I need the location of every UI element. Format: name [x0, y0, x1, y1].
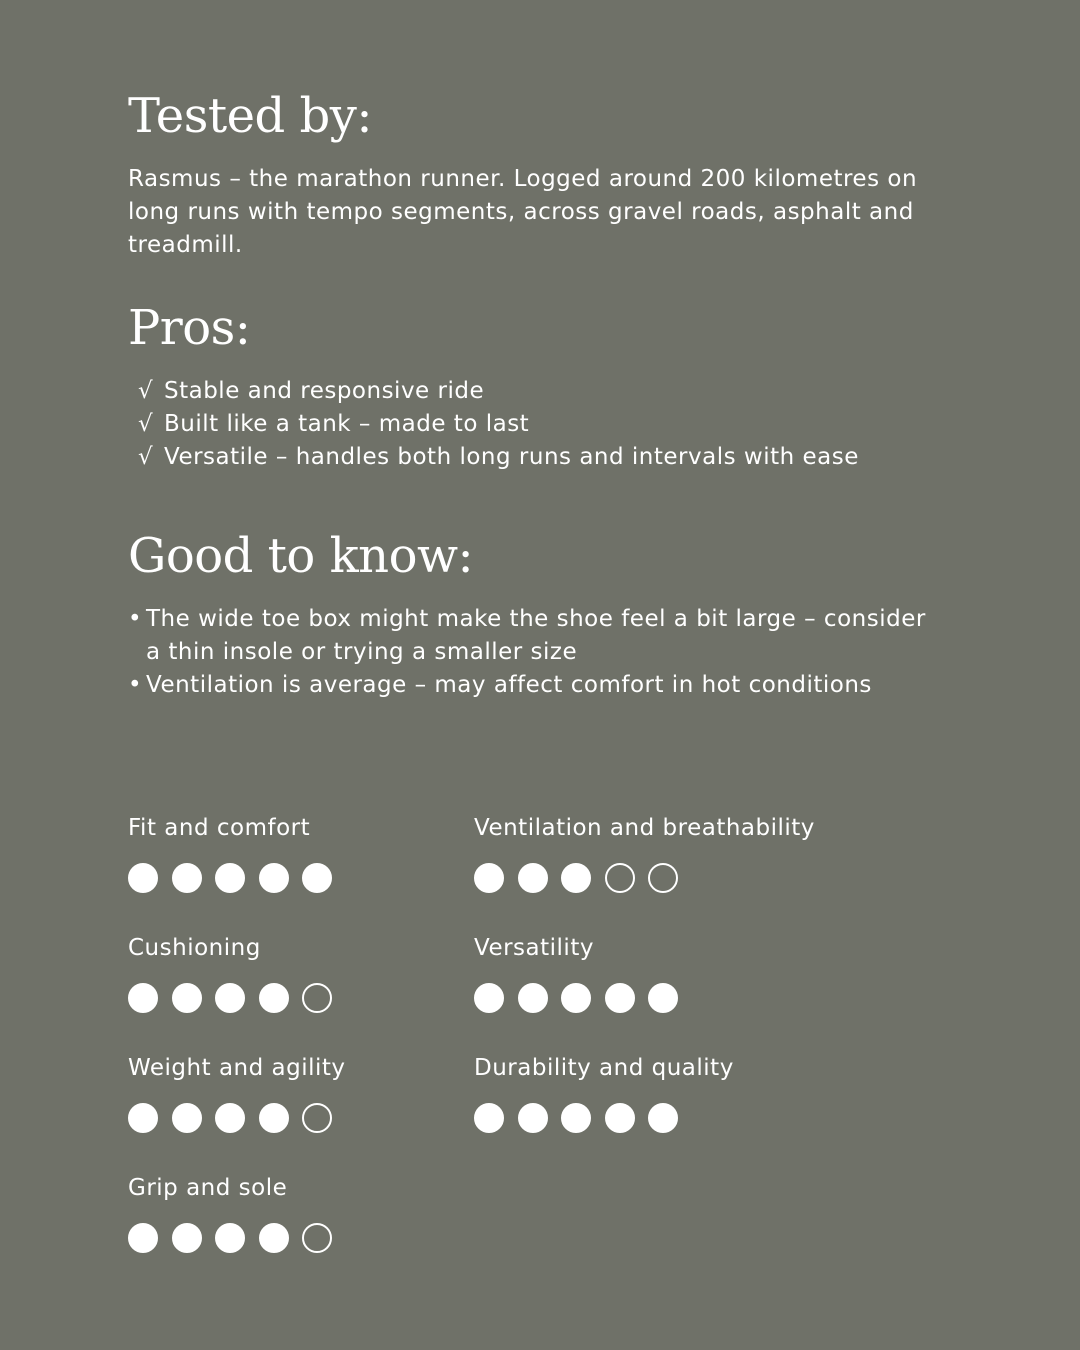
filled-dot-icon	[518, 983, 548, 1013]
rating-fit-and-comfort	[128, 813, 488, 893]
rating-label: Cushioning	[128, 935, 261, 961]
rating-label: Ventilation and breathability	[474, 815, 815, 841]
rating-dots	[128, 1223, 488, 1253]
rating-dots	[474, 863, 834, 893]
good-to-know-list	[128, 603, 946, 702]
check-icon: √	[138, 444, 154, 470]
rating-grip-and-sole	[128, 1173, 488, 1253]
filled-dot-icon	[259, 863, 289, 893]
empty-dot-icon	[605, 863, 635, 893]
filled-dot-icon	[215, 983, 245, 1013]
rating-label: Versatility	[474, 935, 594, 961]
rating-cushioning	[128, 933, 488, 1013]
rating-versatility	[474, 933, 834, 1013]
pros-item-text: Stable and responsive ride	[164, 378, 485, 404]
good-to-know-heading: Good to know:	[128, 528, 474, 584]
filled-dot-icon	[474, 1103, 504, 1133]
filled-dot-icon	[172, 863, 202, 893]
filled-dot-icon	[561, 863, 591, 893]
filled-dot-icon	[561, 1103, 591, 1133]
filled-dot-icon	[172, 1103, 202, 1133]
filled-dot-icon	[474, 983, 504, 1013]
check-icon: √	[138, 378, 154, 404]
filled-dot-icon	[215, 1223, 245, 1253]
rating-dots	[128, 863, 488, 893]
filled-dot-icon	[648, 983, 678, 1013]
filled-dot-icon	[215, 863, 245, 893]
rating-label: Durability and quality	[474, 1055, 734, 1081]
bullet-icon: •	[128, 672, 143, 698]
filled-dot-icon	[128, 983, 158, 1013]
rating-ventilation-and-breathability	[474, 813, 834, 893]
rating-durability-and-quality	[474, 1053, 834, 1133]
pros-list	[128, 375, 859, 474]
rating-label: Fit and comfort	[128, 815, 311, 841]
empty-dot-icon	[302, 1223, 332, 1253]
filled-dot-icon	[259, 1223, 289, 1253]
filled-dot-icon	[648, 1103, 678, 1133]
pros-item	[128, 408, 859, 441]
filled-dot-icon	[605, 983, 635, 1013]
filled-dot-icon	[172, 1223, 202, 1253]
good-to-know-item-text: Ventilation is average – may affect comfort in hot conditions	[146, 672, 872, 698]
filled-dot-icon	[215, 1103, 245, 1133]
filled-dot-icon	[128, 1103, 158, 1133]
filled-dot-icon	[259, 1103, 289, 1133]
good-to-know-item	[128, 603, 946, 669]
pros-item	[128, 441, 859, 474]
filled-dot-icon	[474, 863, 504, 893]
filled-dot-icon	[518, 863, 548, 893]
rating-dots	[128, 983, 488, 1013]
pros-item	[128, 375, 859, 408]
filled-dot-icon	[605, 1103, 635, 1133]
empty-dot-icon	[648, 863, 678, 893]
filled-dot-icon	[259, 983, 289, 1013]
rating-weight-and-agility	[128, 1053, 488, 1133]
check-icon: √	[138, 411, 154, 437]
filled-dot-icon	[128, 1223, 158, 1253]
empty-dot-icon	[302, 983, 332, 1013]
rating-label: Weight and agility	[128, 1055, 346, 1081]
tested-by-heading: Tested by:	[128, 88, 373, 144]
filled-dot-icon	[302, 863, 332, 893]
filled-dot-icon	[561, 983, 591, 1013]
empty-dot-icon	[302, 1103, 332, 1133]
rating-label: Grip and sole	[128, 1175, 288, 1201]
pros-item-text: Built like a tank – made to last	[164, 411, 530, 437]
filled-dot-icon	[172, 983, 202, 1013]
filled-dot-icon	[128, 863, 158, 893]
good-to-know-item-text: The wide toe box might make the shoe feel a bit large – consider a thin insole or trying a smaller size	[146, 606, 926, 665]
rating-dots	[474, 983, 834, 1013]
bullet-icon: •	[128, 606, 143, 632]
tested-by-text: Rasmus – the marathon runner. Logged around 200 kilometres on long runs with tempo segments, across gravel roads, asphalt and treadmill.	[128, 166, 918, 258]
filled-dot-icon	[518, 1103, 548, 1133]
good-to-know-item	[128, 669, 946, 702]
pros-item-text: Versatile – handles both long runs and intervals with ease	[164, 444, 859, 470]
rating-dots	[128, 1103, 488, 1133]
pros-heading: Pros:	[128, 300, 251, 356]
rating-dots	[474, 1103, 834, 1133]
